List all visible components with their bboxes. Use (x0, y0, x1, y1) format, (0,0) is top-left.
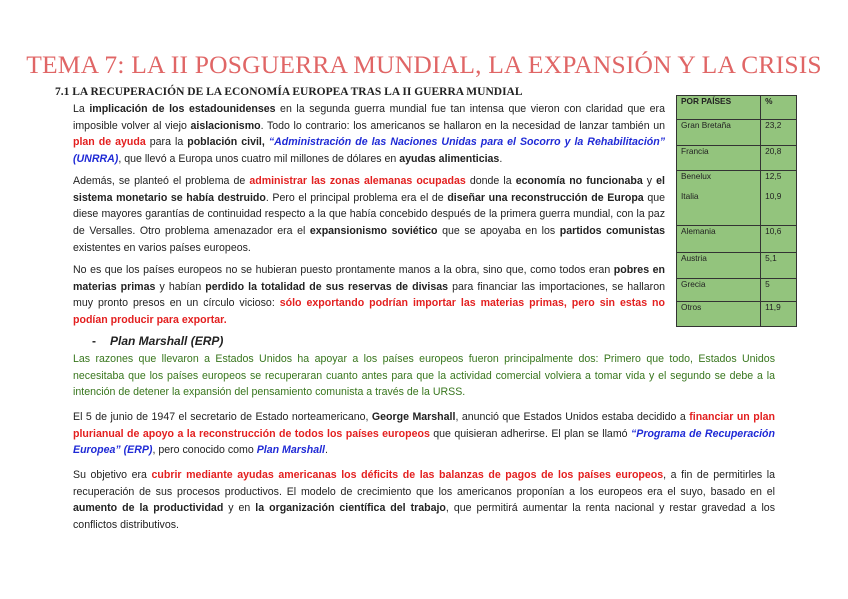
country-cell: Francia (677, 146, 761, 171)
paragraph-6: Su objetivo era cubrir mediante ayudas americanas los déficits de las balanzas de pagos de los países europeos, a fin de permitirles la recuperación de sus procesos productivos. El modelo de crecimiento que los americanos proponían a los europeos era el suyo, basado en el aumento de la productividad y en la organización científica del trabajo, que permitirá aumentar la renta nacional y restar gravedad a los conflictos distributivos. (73, 469, 775, 532)
country-cell: Benelux Italia (677, 171, 761, 226)
value-cell: 12,5 10,9 (761, 171, 797, 226)
value-cell: 5,1 (761, 253, 797, 279)
value-cell: 20,8 (761, 146, 797, 171)
paragraph-1: La implicación de los estadounidenses en la segunda guerra mundial fue tan intensa que vieron con claridad que era imposible volver al viejo aislacionismo. Todo lo contrario: los americanos se hallaron en la necesidad de lanzar también un plan de ayuda para la población civil, “Administración de las Naciones Unidas para el Socorro y la Rehabilitación” (UNRRA), que llevó a Europa unos cuatro mil millones de dólares en ayudas alimenticias. (73, 103, 666, 166)
country-cell: Austria (677, 253, 761, 279)
table-row (677, 146, 797, 171)
value-cell: 23,2 (761, 120, 797, 146)
table-row (677, 226, 797, 253)
paragraph-3: No es que los países europeos no se hubieran puesto prontamente manos a la obra, sino que, como todos eran pobres en materias primas y habían perdido la totalidad de sus reservas de divisas para financiar las importaciones, se hallaron muy pronto presos en un círculo vicioso: sólo exportando podrían importar las materias primas, pero sin estas no podían producir para exportar. (73, 264, 665, 327)
table-row (677, 120, 797, 146)
country-cell: Gran Bretaña (677, 120, 761, 146)
table-row (677, 171, 797, 226)
header-country: POR PAÍSES (677, 96, 761, 120)
table-row (677, 279, 797, 302)
paragraph-4: Las razones que llevaron a Estados Unidos ha apoyar a los países europeos fueron principalmente dos: Primero que todo, Estados Unidos necesitaba que los países europeos se recuperaran cuanto antes para que la actividad comercial volviera a tomar vida y el segundo se debe a la intención de detener la expansión del pensamiento comunista a través de la URSS. (73, 353, 775, 399)
table-row (677, 302, 797, 327)
page-title: TEMA 7: LA II POSGUERRA MUNDIAL, LA EXPANSIÓN Y LA CRISIS (26, 50, 822, 79)
paragraph-5: El 5 de junio de 1947 el secretario de Estado norteamericano, George Marshall, anunció que Estados Unidos estaba decidido a financiar un plan plurianual de apoyo a la reconstrucción de todos los países europeos que quisieran adherirse. El plan se llamó “Programa de Recuperación Europea” (ERP), pero conocido como Plan Marshall. (73, 411, 776, 457)
paragraph-2: Además, se planteó el problema de administrar las zonas alemanas ocupadas donde la economía no funcionaba y el sistema monetario se había destruido. Pero el principal problema era el de diseñar una reconstrucción de Europa que diese mayores garantías de continuidad respecto a la que había concebido después de la primera guerra mundial, con la paz de Versalles. Otro problema amenazador era el expansionismo soviético que se apoyaba en los partidos comunistas existentes en varios países europeos. (73, 175, 666, 254)
table-header-row (677, 96, 797, 120)
value-cell: 11,9 (761, 302, 797, 327)
value-cell: 5 (761, 279, 797, 302)
value-cell: 10,6 (761, 226, 797, 253)
table-row (677, 253, 797, 279)
header-percent: % (761, 96, 797, 120)
country-cell: Otros (677, 302, 761, 327)
plan-marshall-heading: - Plan Marshall (ERP) (92, 334, 224, 348)
country-cell: Alemania (677, 226, 761, 253)
aid-by-country-table (676, 95, 797, 327)
country-cell: Grecia (677, 279, 761, 302)
section-heading: 7.1 LA RECUPERACIÓN DE LA ECONOMÍA EUROPEA TRAS LA II GUERRA MUNDIAL (55, 86, 523, 98)
